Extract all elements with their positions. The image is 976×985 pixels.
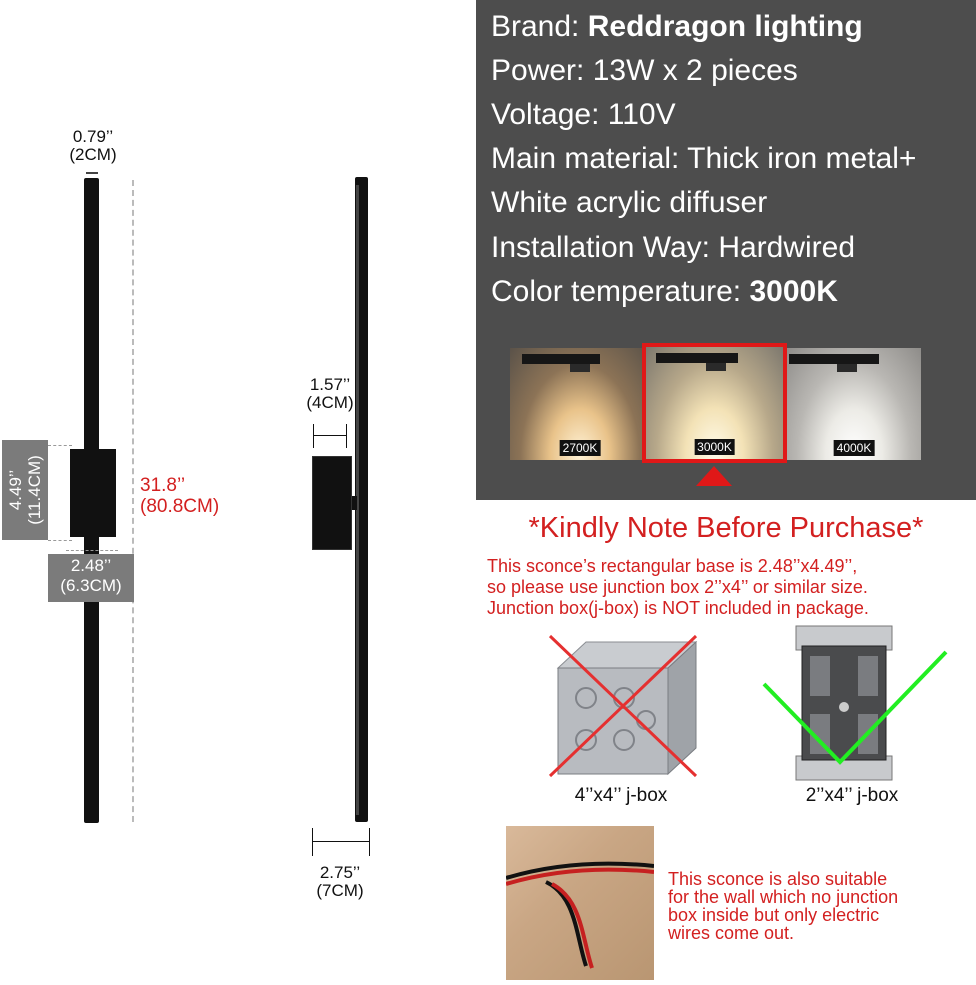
height-in: 31.8’’ bbox=[140, 475, 186, 496]
wires-icon bbox=[506, 826, 654, 980]
spec-color-temp-value: 3000K bbox=[749, 275, 838, 308]
specs-panel bbox=[476, 0, 976, 500]
wire-note-line-1: This sconce is also suitable bbox=[668, 869, 888, 889]
height-dim bbox=[140, 475, 250, 517]
spec-voltage: Voltage: 110V bbox=[491, 98, 676, 131]
temp-swatch-3000 bbox=[642, 343, 787, 463]
wire-photo bbox=[506, 826, 654, 980]
base-height-dash-bottom bbox=[48, 540, 72, 541]
projection-cm: (7CM) bbox=[316, 881, 364, 900]
temp-label-4000: 4000K bbox=[834, 440, 875, 456]
temp-label-3000: 3000K bbox=[694, 439, 735, 455]
projection-dim bbox=[300, 864, 380, 900]
base-width-in: 2.48’’ bbox=[70, 556, 112, 575]
side-view-drawing bbox=[270, 0, 470, 980]
base-depth-in: 1.57’’ bbox=[309, 375, 351, 394]
spec-installation: Installation Way: Hardwired bbox=[491, 231, 856, 264]
spec-brand-label: Brand: bbox=[491, 10, 588, 43]
base-height-in: 4.49’’ bbox=[6, 469, 25, 511]
top-width-cm: (2CM) bbox=[69, 145, 117, 164]
note-line-2: so please use junction box 2’’x4’’ or similar size. bbox=[487, 577, 868, 597]
spec-brand bbox=[491, 10, 863, 44]
junction-box-2x4 bbox=[760, 622, 950, 784]
base-depth-dim-bracket bbox=[313, 424, 347, 448]
spec-brand-value: Reddragon lighting bbox=[587, 10, 863, 43]
spec-material-1: Main material: Thick iron metal+ bbox=[491, 142, 917, 175]
temp-swatch-2700 bbox=[510, 348, 650, 460]
projection-in: 2.75’’ bbox=[319, 863, 361, 882]
note-title: *Kindly Note Before Purchase* bbox=[528, 512, 924, 544]
base-width-box bbox=[48, 554, 134, 602]
wire-note-line-4: wires come out. bbox=[668, 923, 795, 943]
junction-box-4x4-icon bbox=[546, 628, 706, 780]
junction-box-4x4 bbox=[546, 628, 706, 780]
height-dim-line bbox=[132, 180, 134, 822]
selected-arrow-icon bbox=[696, 466, 732, 486]
top-width-dim-line bbox=[86, 172, 98, 174]
spec-power: Power: 13W x 2 pieces bbox=[491, 54, 798, 87]
lamp-base-side bbox=[312, 456, 352, 550]
base-width-cm: (6.3CM) bbox=[60, 576, 122, 595]
temp-label-2700: 2700K bbox=[560, 440, 601, 456]
base-width-dash bbox=[66, 550, 118, 551]
caption-box-right: 2’’x4’’ j-box bbox=[805, 785, 899, 806]
base-height-dash-top bbox=[48, 445, 72, 446]
base-height-cm: (11.4CM) bbox=[25, 455, 44, 525]
base-depth-cm: (4CM) bbox=[306, 393, 354, 412]
height-cm: (80.8CM) bbox=[140, 496, 220, 517]
note-line-1: This sconce’s rectangular base is 2.48’’x4.49’’, bbox=[487, 556, 858, 576]
spec-color-temp-label: Color temperature: bbox=[491, 275, 750, 308]
note-line-3: Junction box(j-box) is NOT included in package. bbox=[487, 598, 869, 618]
projection-dim-bracket bbox=[312, 828, 370, 856]
lamp-base-front bbox=[70, 449, 116, 537]
wire-note-line-2: for the wall which no junction bbox=[668, 887, 899, 907]
front-view-drawing bbox=[0, 0, 260, 980]
wire-note-line-3: box inside but only electric bbox=[668, 905, 880, 925]
base-depth-dim bbox=[290, 376, 370, 412]
top-width-dim bbox=[58, 128, 128, 164]
top-width-in: 0.79’’ bbox=[72, 127, 114, 146]
caption-box-wrong: 4’’x4’’ j-box bbox=[574, 785, 668, 806]
base-height-box bbox=[2, 440, 48, 540]
spec-color-temp bbox=[491, 275, 838, 309]
temp-swatch-4000 bbox=[787, 348, 921, 460]
wire-note bbox=[668, 870, 968, 942]
spec-material-2: White acrylic diffuser bbox=[491, 186, 768, 219]
junction-box-2x4-icon bbox=[760, 622, 950, 784]
